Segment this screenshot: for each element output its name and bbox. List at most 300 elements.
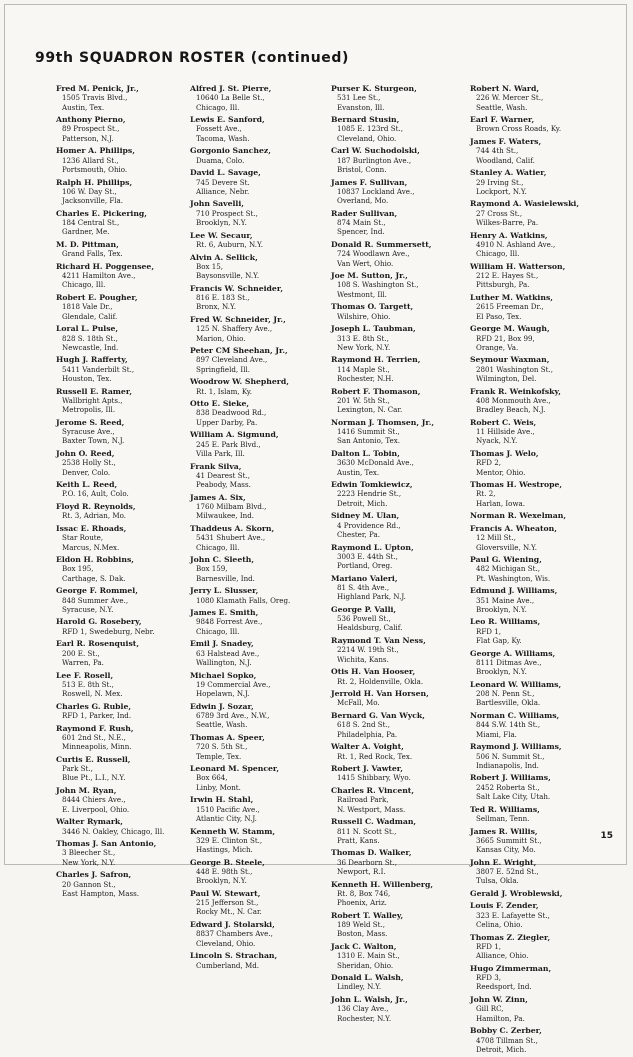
- address-line: Sheridan, Ohio.: [337, 960, 394, 970]
- address-line: 1510 Pacific Ave.,: [196, 804, 260, 814]
- roster-entry: [331, 84, 463, 112]
- address-line: 2538 Holly St.,: [62, 458, 116, 468]
- roster-entry: [331, 689, 463, 708]
- address-line: Park St.,: [62, 764, 93, 774]
- address-line: 8837 Chambers Ave.,: [196, 929, 273, 939]
- member-name: Walter Rymark,: [56, 817, 123, 827]
- roster-entry: [190, 733, 322, 761]
- roster-entry: [331, 324, 463, 352]
- roster-entry: [470, 933, 602, 961]
- member-name: Bernard G. Van Wyck,: [331, 711, 425, 721]
- address-line: 2615 Freeman Dr.,: [476, 302, 544, 312]
- roster-entry: [56, 702, 188, 721]
- member-name: Otis H. Van Hooser,: [331, 667, 416, 677]
- roster-entry: [190, 555, 322, 583]
- roster-entry: [331, 742, 463, 761]
- member-name: George P. Valli,: [331, 604, 397, 614]
- roster-entry: [190, 702, 322, 730]
- member-name: Joseph L. Taubman,: [331, 324, 416, 334]
- roster-entry: [190, 493, 322, 521]
- address-line: Salt Lake City, Utah.: [476, 792, 551, 802]
- address-line: Pratt, Kans.: [337, 835, 380, 845]
- member-name: Louis F. Zender,: [470, 901, 539, 911]
- address-line: Wichita, Kans.: [337, 654, 389, 664]
- address-line: Brooklyn, N.Y.: [196, 218, 247, 228]
- address-line: 4910 N. Ashland Ave.,: [476, 239, 556, 249]
- address-line: Healdsburg, Calif.: [337, 623, 403, 633]
- member-name: Russell C. Wadman,: [331, 817, 417, 827]
- member-name: Norman J. Thomsen, Jr.,: [331, 417, 435, 427]
- address-line: Peabody, Mass.: [196, 480, 251, 490]
- address-line: Woodland, Calif.: [476, 155, 535, 165]
- roster-entry: [190, 377, 322, 396]
- address-line: 1760 Milbam Blvd.,: [196, 502, 267, 512]
- address-line: 408 Monmouth Ave.,: [476, 395, 551, 405]
- address-line: Houston, Tex.: [62, 373, 112, 383]
- roster-entry: [470, 293, 602, 321]
- member-name: Michael Sopko,: [190, 670, 257, 680]
- member-name: Bernard Stusin,: [331, 115, 400, 125]
- member-name: Norman R. Wexelman,: [470, 511, 566, 521]
- roster-entry: [190, 671, 322, 699]
- address-line: Jacksonville, Fla.: [62, 196, 124, 206]
- address-line: Rochester, N.H.: [337, 373, 394, 383]
- member-name: Edwin J. Sozar,: [190, 701, 254, 711]
- roster-entry: [470, 524, 602, 552]
- roster-entry: [56, 617, 188, 636]
- member-name: Raymond L. Upton,: [331, 542, 414, 552]
- address-line: 245 E. Park Blvd.,: [196, 439, 261, 449]
- roster-entry: [331, 764, 463, 783]
- roster-entry: [56, 240, 188, 259]
- roster-column-1: [56, 84, 188, 901]
- address-line: 89 Prospect St.,: [62, 124, 120, 134]
- roster-entry: [190, 231, 322, 250]
- roster-entry: [470, 355, 602, 383]
- address-line: Box 664,: [196, 773, 228, 783]
- address-line: RFD 1, Parker, Ind.: [62, 711, 132, 721]
- address-line: Detroit, Mich.: [476, 1044, 527, 1054]
- roster-entry: [56, 84, 188, 112]
- roster-entry: [56, 115, 188, 143]
- address-line: 744 4th St.,: [476, 146, 519, 156]
- member-name: Jerry L. Slusser,: [190, 586, 259, 596]
- roster-entry: [56, 449, 188, 477]
- member-name: James F. Sullivan,: [331, 177, 408, 187]
- address-line: El Paso, Tex.: [476, 311, 522, 321]
- address-line: Mentor, Ohio.: [476, 467, 526, 477]
- member-name: George F. Rommel,: [56, 586, 138, 596]
- address-line: 108 S. Washington St.,: [337, 280, 419, 290]
- address-line: 1080 Klamath Falls, Oreg.: [196, 595, 291, 605]
- address-line: Pt. Washington, Wis.: [476, 573, 551, 583]
- roster-entry: [470, 711, 602, 739]
- roster-entry: [470, 449, 602, 477]
- member-name: Raymond A. Wasielewski,: [470, 199, 579, 209]
- roster-entry: [470, 742, 602, 770]
- address-line: Rt. 2, Holdenville, Okla.: [337, 676, 424, 686]
- member-name: Thomas A. Speer,: [190, 732, 265, 742]
- address-line: Celina, Ohio.: [476, 920, 523, 930]
- roster-entry: [470, 617, 602, 645]
- address-line: 513 E. 8th St.,: [62, 679, 114, 689]
- address-line: 874 Main St.,: [337, 218, 386, 228]
- roster-entry: [470, 1026, 602, 1054]
- member-name: James R. Willis,: [470, 826, 538, 836]
- address-line: Alliance, Ohio.: [476, 951, 529, 961]
- address-line: RFD 1,: [476, 941, 501, 951]
- member-name: Kenneth W. Stamm,: [190, 826, 276, 836]
- roster-entry: [470, 84, 602, 112]
- member-name: M. D. Pittman,: [56, 239, 119, 249]
- address-line: Fossett Ave.,: [196, 124, 242, 134]
- roster-entry: [56, 639, 188, 667]
- address-line: 9848 Forrest Ave.,: [196, 617, 263, 627]
- roster-entry: [331, 355, 463, 383]
- member-name: Ted R. Williams,: [470, 804, 540, 814]
- page-title: 99th SQUADRON ROSTER (continued): [35, 50, 350, 66]
- address-line: Barnesville, Ind.: [196, 573, 255, 583]
- roster-entry: [190, 858, 322, 886]
- address-line: Portland, Oreg.: [337, 561, 393, 571]
- address-line: 3 Bleecher St.,: [62, 848, 116, 858]
- address-line: Tulsa, Okla.: [476, 876, 519, 886]
- roster-entry: [331, 387, 463, 415]
- address-line: Newport, R.I.: [337, 866, 386, 876]
- roster-entry: [56, 480, 188, 499]
- address-line: 710 Prospect St.,: [196, 208, 258, 218]
- address-line: Pittsburgh, Pa.: [476, 280, 530, 290]
- address-line: Gardner, Me.: [62, 227, 110, 237]
- address-line: 189 Weld St.,: [337, 920, 385, 930]
- member-name: Thomas H. Westrope,: [470, 480, 563, 490]
- address-line: Wallbright Apts.,: [62, 395, 123, 405]
- member-name: John W. Zinn,: [470, 995, 528, 1005]
- member-name: Paul G. Wiening,: [470, 555, 542, 565]
- member-name: Robert E. Pougher,: [56, 293, 138, 303]
- address-line: Sellman, Tenn.: [476, 813, 530, 823]
- address-line: 448 E. 98th St.,: [196, 866, 253, 876]
- address-line: 8444 Chiers Ave.,: [62, 795, 126, 805]
- roster-entry: [190, 795, 322, 823]
- address-line: 3807 E. 52nd St.,: [476, 866, 539, 876]
- address-line: 601 2nd St., N.E.,: [62, 732, 126, 742]
- address-line: 27 Cross St.,: [476, 208, 523, 218]
- address-line: 11 Hillside Ave.,: [476, 427, 535, 437]
- roster-entry: [190, 462, 322, 490]
- address-line: Rt. 6, Auburn, N.Y.: [196, 239, 264, 249]
- address-line: Temple, Tex.: [196, 751, 242, 761]
- address-line: Warren, Pa.: [62, 657, 104, 667]
- member-name: Edwin Tomkiewicz,: [331, 480, 413, 490]
- member-name: Thomas J. San Antonio,: [56, 839, 157, 849]
- member-name: Jerome S. Reed,: [56, 417, 125, 427]
- roster-entry: [56, 671, 188, 699]
- member-name: Irwin H. Stahl,: [190, 795, 254, 805]
- member-name: Peter CM Sheehan, Jr.,: [190, 346, 288, 356]
- member-name: Frank Silva,: [190, 461, 242, 471]
- address-line: Rt. 2,: [476, 489, 496, 499]
- roster-entry: [470, 137, 602, 165]
- roster-entry: [56, 146, 188, 174]
- address-line: Baysonsville, N.Y.: [196, 271, 260, 281]
- address-line: Upper Darby, Pa.: [196, 417, 258, 427]
- member-name: George M. Waugh,: [470, 324, 550, 334]
- address-line: Cleveland, Ohio.: [337, 133, 397, 143]
- member-name: Hugh J. Rafferty,: [56, 355, 128, 365]
- roster-entry: [470, 586, 602, 614]
- roster-entry: [190, 951, 322, 970]
- roster-entry: [56, 418, 188, 446]
- roster-entry: [470, 387, 602, 415]
- address-line: Orange, Va.: [476, 342, 519, 352]
- address-line: 6789 3rd Ave., N.W.,: [196, 711, 270, 721]
- address-line: 4708 Tillman St.,: [476, 1035, 538, 1045]
- address-line: 63 Halstead Ave.,: [196, 648, 260, 658]
- address-line: Gloversville, N.Y.: [476, 542, 537, 552]
- roster-entry: [56, 209, 188, 237]
- member-name: Eldon H. Robbins,: [56, 555, 134, 565]
- roster-entry: [56, 786, 188, 814]
- address-line: 351 Maine Ave.,: [476, 595, 535, 605]
- address-line: Syracuse, N.Y.: [62, 604, 114, 614]
- address-line: Portsmouth, Ohio.: [62, 164, 128, 174]
- roster-entry: [56, 817, 188, 836]
- address-line: Gill RC,: [476, 1004, 504, 1014]
- member-name: James E. Smith,: [190, 608, 259, 618]
- address-line: Hamilton, Pa.: [476, 1013, 525, 1023]
- member-name: Lee F. Rosell,: [56, 670, 114, 680]
- address-line: New York, N.Y.: [337, 342, 391, 352]
- address-line: Rt. 3, Adrian, Mo.: [62, 511, 127, 521]
- roster-entry: [331, 786, 463, 814]
- roster-entry: [190, 827, 322, 855]
- roster-entry: [190, 920, 322, 948]
- roster-entry: [331, 209, 463, 237]
- address-line: Brooklyn, N.Y.: [196, 876, 247, 886]
- roster-entry: [470, 324, 602, 352]
- address-line: 3630 McDonald Ave.,: [337, 458, 414, 468]
- address-line: Chicago, Ill.: [196, 626, 240, 636]
- address-line: Van Wert, Ohio.: [337, 258, 394, 268]
- member-name: Charles R. Vincent,: [331, 786, 415, 796]
- address-line: Brooklyn, N.Y.: [476, 604, 527, 614]
- member-name: Charles G. Ruble,: [56, 701, 132, 711]
- roster-entry: [56, 178, 188, 206]
- address-line: RFD 2,: [476, 458, 501, 468]
- roster-entry: [190, 115, 322, 143]
- member-name: Mariano Valeri,: [331, 573, 398, 583]
- member-name: Thomas O. Targett,: [331, 302, 414, 312]
- roster-entry: [331, 418, 463, 446]
- member-name: Robert T. Walley,: [331, 910, 404, 920]
- roster-column-4: [470, 84, 602, 1057]
- address-line: 482 Michigan St.,: [476, 564, 540, 574]
- address-line: 745 Devere St.: [196, 177, 250, 187]
- roster-entry: [190, 199, 322, 227]
- member-name: Henry A. Watkins,: [470, 230, 548, 240]
- roster-entry: [56, 387, 188, 415]
- member-name: Alfred J. St. Pierre,: [190, 84, 272, 93]
- roster-entry: [331, 911, 463, 939]
- address-line: 724 Woodlawn Ave.,: [337, 249, 410, 259]
- address-line: 208 N. Penn St.,: [476, 689, 535, 699]
- member-name: James F. Waters,: [470, 137, 542, 147]
- roster-entry: [331, 302, 463, 321]
- roster-entry: [56, 355, 188, 383]
- member-name: Stanley A. Watier,: [470, 168, 547, 178]
- address-line: 1505 Travis Blvd.,: [62, 93, 128, 103]
- address-line: New York, N.Y.: [62, 857, 116, 867]
- address-line: RFD 21, Box 99,: [476, 333, 535, 343]
- address-line: Chicago, Ill.: [62, 280, 106, 290]
- roster-entry: [470, 680, 602, 708]
- member-name: Fred W. Schneider, Jr.,: [190, 314, 286, 324]
- address-line: 4211 Hamilton Ave.,: [62, 271, 136, 281]
- address-line: Chicago, Ill.: [476, 249, 520, 259]
- address-line: Bristol, Conn.: [337, 164, 387, 174]
- address-line: 8111 Ditmas Ave.,: [476, 657, 542, 667]
- address-line: 828 S. 18th St.,: [62, 333, 118, 343]
- address-line: 215 Jefferson St.,: [196, 898, 259, 908]
- address-line: Austin, Tex.: [337, 467, 380, 477]
- member-name: Walter A. Voight,: [331, 742, 404, 752]
- member-name: William H. Watterson,: [470, 261, 566, 271]
- member-name: Bobby C. Zerber,: [470, 1026, 542, 1036]
- address-line: Linby, Mont.: [196, 782, 241, 792]
- roster-entry: [331, 973, 463, 992]
- address-line: Atlantic City, N.J.: [196, 813, 257, 823]
- address-line: Patterson, N.J.: [62, 133, 114, 143]
- roster-entry: [331, 636, 463, 664]
- address-line: Rt. 1, Red Rock, Tex.: [337, 751, 413, 761]
- address-line: Seattle, Wash.: [196, 720, 248, 730]
- roster-entry: [470, 964, 602, 992]
- member-name: Charles J. Safron,: [56, 870, 132, 880]
- address-line: 618 S. 2nd St.,: [337, 720, 391, 730]
- address-line: Detroit, Mich.: [337, 498, 388, 508]
- roster-entry: [331, 543, 463, 571]
- address-line: 212 E. Hayes St.,: [476, 271, 539, 281]
- roster-entry: [190, 284, 322, 312]
- address-line: 1310 E. Main St.,: [337, 951, 400, 961]
- address-line: 2801 Washington St.,: [476, 364, 553, 374]
- address-line: 81 S. 4th Ave.,: [337, 583, 390, 592]
- roster-column-3: [331, 84, 463, 1026]
- roster-entry: [470, 773, 602, 801]
- address-line: Rochester, N.Y.: [337, 1013, 392, 1023]
- address-line: E. Liverpool, Ohio.: [62, 804, 130, 814]
- address-line: Chicago, Ill.: [196, 542, 240, 552]
- address-line: Box 195,: [62, 564, 94, 574]
- member-name: Ralph H. Phillips,: [56, 177, 133, 187]
- address-line: Grand Falls, Tex.: [62, 249, 123, 259]
- member-name: Curtis E. Russell,: [56, 754, 131, 764]
- roster-entry: [331, 511, 463, 539]
- roster-entry: [190, 84, 322, 112]
- member-name: Lincoln S. Strachan,: [190, 951, 278, 961]
- member-name: Thomas D. Walker,: [331, 848, 412, 858]
- member-name: George B. Steele,: [190, 857, 265, 867]
- member-name: Floyd R. Reynolds,: [56, 502, 136, 512]
- member-name: John C. Sleeth,: [190, 555, 255, 565]
- address-line: 5431 Shubert Ave.,: [196, 533, 266, 543]
- roster-entry: [470, 555, 602, 583]
- address-line: Roswell, N. Mex.: [62, 689, 123, 699]
- roster-entry: [190, 889, 322, 917]
- address-line: 2223 Hendrie St.,: [337, 489, 402, 499]
- address-line: Lockport, N.Y.: [476, 186, 527, 196]
- roster-entry: [56, 262, 188, 290]
- member-name: Paul W. Stewart,: [190, 888, 261, 898]
- member-name: Robert J. Vawter,: [331, 764, 403, 774]
- address-line: Miami, Fla.: [476, 729, 517, 739]
- roster-entry: [331, 942, 463, 970]
- member-name: Otto E. Sieke,: [190, 399, 250, 409]
- page-number: 15: [600, 831, 613, 841]
- address-line: 811 N. Scott St.,: [337, 826, 397, 836]
- roster-entry: [470, 889, 602, 898]
- address-line: Phoenix, Ariz.: [337, 898, 387, 908]
- member-name: Lewis E. Sanford,: [190, 115, 265, 125]
- member-name: Fred M. Penick, Jr.,: [56, 84, 139, 93]
- member-name: Thaddeus A. Skorn,: [190, 523, 275, 533]
- roster-entry: [331, 271, 463, 299]
- address-line: Austin, Tex.: [62, 102, 105, 112]
- member-name: Carl W. Suchodolski,: [331, 146, 420, 156]
- address-line: 3003 E. 44th St.,: [337, 551, 398, 561]
- address-line: 536 Powell St.,: [337, 614, 391, 624]
- member-name: Raymond J. Williams,: [470, 742, 562, 752]
- address-line: 201 W. 5th St.,: [337, 395, 390, 405]
- address-line: Denver, Colo.: [62, 467, 111, 477]
- address-line: 844 S.W. 14th St.,: [476, 720, 541, 730]
- member-name: Robert C. Weis,: [470, 417, 537, 427]
- member-name: Homer A. Phillips,: [56, 146, 135, 156]
- address-line: Philadelphia, Pa.: [337, 729, 398, 739]
- address-line: 1085 E. 123rd St.,: [337, 124, 403, 134]
- address-line: Railroad Park,: [337, 795, 389, 805]
- address-line: 12 Mill St.,: [476, 533, 516, 543]
- address-line: Westmont, Ill.: [337, 289, 387, 299]
- address-line: 897 Cleveland Ave.,: [196, 355, 268, 365]
- address-line: 531 Lee St.,: [337, 93, 381, 103]
- roster-entry: [470, 901, 602, 929]
- address-line: Carthage, S. Dak.: [62, 573, 126, 583]
- member-name: David L. Savage,: [190, 168, 261, 178]
- address-line: RFD 1, Swedeburg, Nebr.: [62, 626, 155, 636]
- member-name: James A. Six,: [190, 492, 246, 502]
- roster-entry: [331, 115, 463, 143]
- address-line: Star Route,: [62, 533, 104, 543]
- address-line: 106 W. Day St.,: [62, 186, 117, 196]
- member-name: Loral L. Pulse,: [56, 324, 119, 334]
- member-name: Richard H. Poggensee,: [56, 261, 154, 271]
- roster-entry: [470, 262, 602, 290]
- member-name: Issac E. Rhoads,: [56, 523, 127, 533]
- address-line: Milwaukee, Ind.: [196, 511, 255, 521]
- address-line: Bradley Beach, N.J.: [476, 405, 546, 415]
- roster-entry: [190, 639, 322, 667]
- roster-entry: [470, 168, 602, 196]
- address-line: 226 W. Mercer St.,: [476, 93, 544, 103]
- address-line: 29 Irving St.,: [476, 177, 524, 187]
- roster-entry: [190, 764, 322, 792]
- address-line: Baxter Town, N.J.: [62, 436, 125, 446]
- address-line: Wallington, N.J.: [196, 657, 252, 667]
- roster-entry: [470, 858, 602, 886]
- member-name: Donald R. Summersett,: [331, 239, 432, 249]
